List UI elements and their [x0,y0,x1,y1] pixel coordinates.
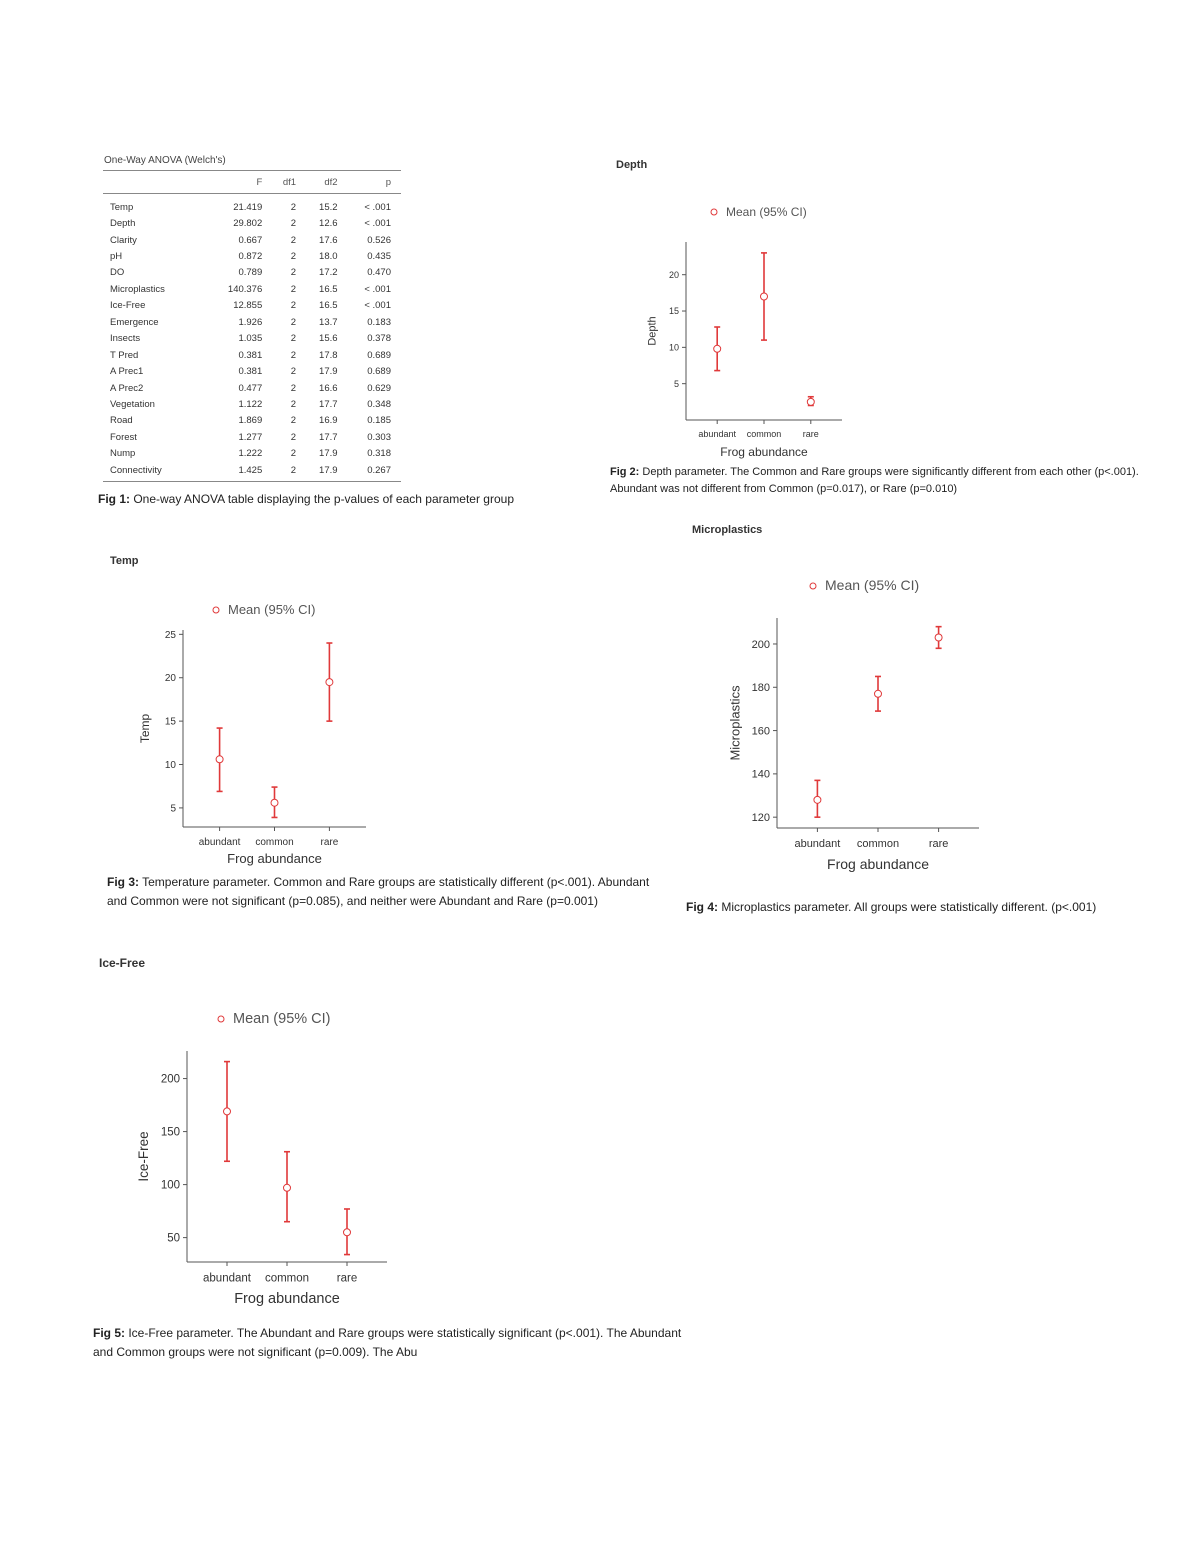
anova-cell: 2 [290,267,297,279]
mean-point [807,398,814,405]
anova-cell: 0.526 [367,234,391,246]
fig5-caption-label: Fig 5: [93,1326,125,1340]
y-tick-label: 200 [751,638,770,651]
anova-cell: 0.183 [367,316,391,328]
anova-cell: 0.378 [367,333,391,345]
mean-point [814,796,821,803]
anova-cell: 17.9 [319,448,338,460]
anova-cell: 0.267 [348,462,401,482]
depth-section-title: Depth [616,159,648,171]
legend-marker-icon [711,209,717,215]
anova-cell: 2 [290,382,297,394]
x-tick-label: rare [320,837,339,848]
legend-label: Mean (95% CI) [228,602,316,617]
anova-row-label: Road [110,415,133,427]
anova-row [103,298,401,314]
anova-cell: 0.629 [367,382,391,394]
anova-row [103,248,401,264]
anova-cell: 2 [290,316,297,328]
anova-cell: 0.872 [238,251,263,263]
mean-point [761,293,768,300]
fig4-caption-text: Microplastics parameter. All groups were statistically different. (p<.001) [718,900,1097,914]
mean-point [326,679,333,686]
anova-cell: 1.035 [238,333,263,345]
anova-cell: 17.9 [306,462,347,482]
mean-point [224,1108,231,1115]
y-tick-label: 20 [164,673,176,685]
anova-cell: 0.789 [238,267,263,279]
legend-label: Mean (95% CI) [726,205,807,219]
legend-marker-icon [213,607,219,613]
anova-cell: 0.303 [367,431,391,443]
anova-table-body [103,194,401,482]
anova-table-header [103,171,401,194]
fig3-caption-text: Temperature parameter. Common and Rare groups are statistically different (p<.001). Abundant and Common were not significant (p=0.085), and neither were Abundant and Rare (p=0.001) [107,875,650,908]
anova-cell: 0.381 [238,366,263,378]
anova-row [103,446,401,462]
fig1-caption-label: Fig 1: [98,492,130,506]
anova-cell: 0.318 [367,448,391,460]
anova-row [103,215,401,231]
anova-cell: 2 [290,234,297,246]
anova-cell: 2 [290,218,297,230]
fig2-caption-label: Fig 2: [610,466,640,478]
anova-row-label: A Prec1 [110,366,144,378]
anova-cell: < .001 [364,201,391,213]
anova-row [103,347,401,363]
anova-cell: < .001 [364,300,391,312]
anova-row-label: Emergence [110,316,159,328]
anova-cell: 0.185 [367,415,391,427]
anova-cell: 21.419 [233,201,263,213]
anova-row [103,232,401,248]
anova-cell: 1.425 [208,462,273,482]
x-axis-label: Frog abundance [227,851,322,866]
depth-chart [630,200,860,460]
x-tick-label: common [264,1272,310,1285]
anova-row-label: Temp [110,201,134,213]
anova-cell: 0.435 [367,251,391,263]
anova-cell: 29.802 [233,218,263,230]
y-tick-label: 50 [167,1232,180,1245]
anova-cell: 2 [290,431,297,443]
anova-cell: 18.0 [319,251,338,263]
anova-col-header: df2 [306,171,347,194]
anova-row-label: pH [110,251,123,263]
anova-cell: 0.667 [238,234,263,246]
y-tick-label: 25 [164,629,176,641]
icefree-chart [125,1005,405,1315]
anova-col-header: p [348,171,401,194]
anova-col-header: F [208,171,273,194]
anova-cell: 2 [290,283,297,295]
fig3-caption-label: Fig 3: [107,875,139,889]
anova-cell: 17.9 [319,366,338,378]
anova-cell: 2 [290,349,297,361]
x-tick-label: abundant [794,838,841,850]
anova-cell: 1.122 [238,398,263,410]
anova-row-label: Microplastics [110,283,165,295]
anova-row [103,281,401,297]
anova-row-label: DO [110,267,125,279]
y-tick-label: 5 [170,803,176,815]
y-tick-label: 15 [668,306,679,317]
x-tick-label: rare [802,429,819,439]
anova-row [103,314,401,330]
anova-cell: 17.6 [319,234,338,246]
anova-cell: 2 [290,398,297,410]
anova-row-label: Clarity [110,234,137,246]
anova-cell: 13.7 [319,316,338,328]
anova-cell: 1.277 [238,431,263,443]
x-tick-label: abundant [698,429,736,439]
icefree-section-title: Ice-Free [99,956,146,970]
anova-cell: 12.855 [233,300,263,312]
anova-cell: 140.376 [227,283,263,295]
y-tick-label: 120 [751,812,770,825]
anova-cell: 17.2 [319,267,338,279]
anova-row [103,462,401,482]
anova-cell: 15.6 [319,333,338,345]
anova-cell: 16.9 [319,415,338,427]
legend-label: Mean (95% CI) [825,577,920,593]
anova-row-label: Nump [110,448,136,460]
anova-row-label: Depth [110,218,136,230]
anova-row [103,380,401,396]
anova-cell: 0.689 [367,366,391,378]
mean-point [875,690,882,697]
anova-row [103,194,401,216]
anova-col-header [103,171,208,194]
y-axis-label: Depth [646,316,659,346]
x-tick-label: common [856,838,900,850]
mean-point [714,345,721,352]
fig4-caption-label: Fig 4: [686,900,718,914]
x-axis-label: Frog abundance [827,856,929,872]
temp-section-title: Temp [110,555,139,567]
anova-cell: 0.477 [238,382,263,394]
microplastics-chart [715,572,995,877]
y-tick-label: 160 [751,725,770,738]
anova-cell: 2 [272,462,306,482]
anova-cell: 2 [290,251,297,263]
anova-row [103,331,401,347]
y-tick-label: 100 [160,1179,180,1192]
anova-row [103,429,401,445]
fig2-caption-text: Depth parameter. The Common and Rare groups were significantly different from each other (p<.001). Abundant was not different from Common (p=0.017), or Rare (p=0.010) [610,466,1139,496]
x-tick-label: rare [928,838,949,850]
legend-marker-icon [810,583,816,589]
anova-cell: 1.926 [238,316,263,328]
y-tick-label: 20 [668,269,679,280]
anova-row [103,265,401,281]
y-tick-label: 200 [160,1073,180,1086]
anova-cell: 17.8 [319,349,338,361]
y-tick-label: 15 [164,716,176,728]
y-axis-label: Microplastics [727,685,743,761]
anova-cell: 2 [290,300,297,312]
anova-cell: < .001 [364,218,391,230]
fig3-caption [107,873,657,910]
mean-point [344,1229,351,1236]
fig1-caption-text: One-way ANOVA table displaying the p-values of each parameter group [130,492,514,506]
anova-cell: 2 [290,415,297,427]
anova-cell: 17.7 [319,431,338,443]
anova-row-label: A Prec2 [110,382,144,394]
anova-cell: 16.5 [319,283,338,295]
anova-cell: 2 [290,201,297,213]
anova-cell: 15.2 [319,201,338,213]
legend-label: Mean (95% CI) [233,1011,331,1027]
anova-cell: 0.348 [367,398,391,410]
anova-table [103,170,401,482]
anova-cell: 16.6 [319,382,338,394]
y-tick-label: 10 [668,342,679,353]
anova-row [103,396,401,412]
anova-row-label: Ice-Free [110,300,146,312]
temp-chart [130,598,390,870]
x-axis-label: Frog abundance [720,445,808,459]
anova-cell: 2 [290,448,297,460]
anova-row [103,413,401,429]
x-tick-label: common [255,837,294,848]
y-tick-label: 140 [751,768,770,781]
anova-cell: 2 [290,333,297,345]
mean-point [284,1184,291,1191]
microplastics-section-title: Microplastics [692,524,763,536]
anova-row-label: Connectivity [103,462,208,482]
anova-cell: 0.381 [238,349,263,361]
fig5-caption [93,1324,693,1361]
anova-cell: 16.5 [319,300,338,312]
y-tick-label: 10 [164,760,176,772]
x-tick-label: rare [336,1272,358,1285]
anova-cell: 0.470 [367,267,391,279]
x-tick-label: abundant [198,837,241,848]
x-tick-label: abundant [203,1272,251,1285]
y-tick-label: 5 [673,378,679,389]
anova-cell: < .001 [364,283,391,295]
mean-point [216,756,223,763]
anova-col-header: df1 [272,171,306,194]
anova-row-label: Forest [110,431,137,443]
anova-cell: 1.869 [238,415,263,427]
y-tick-label: 180 [751,682,770,695]
anova-row-label: T Pred [110,349,139,361]
legend-marker-icon [218,1016,224,1022]
anova-cell: 12.6 [319,218,338,230]
y-axis-label: Temp [138,713,152,744]
anova-cell: 17.7 [319,398,338,410]
mean-point [271,799,278,806]
mean-point [935,634,942,641]
anova-row [103,363,401,379]
anova-cell: 2 [290,366,297,378]
y-tick-label: 150 [160,1126,180,1139]
anova-row-label: Insects [110,333,141,345]
fig1-caption [98,490,598,509]
x-axis-label: Frog abundance [234,1291,340,1307]
fig2-caption [610,464,1158,498]
anova-table-title: One-Way ANOVA (Welch's) [104,155,226,166]
anova-cell: 1.222 [238,448,263,460]
fig4-caption [686,898,1166,917]
anova-cell: 0.689 [367,349,391,361]
x-tick-label: common [746,429,782,439]
anova-row-label: Vegetation [110,398,155,410]
fig5-caption-text: Ice-Free parameter. The Abundant and Rare groups were statistically significant (p<.001). The Abundant and Common groups were not significant (p=0.009). The Abu [93,1326,682,1359]
y-axis-label: Ice-Free [135,1131,151,1182]
